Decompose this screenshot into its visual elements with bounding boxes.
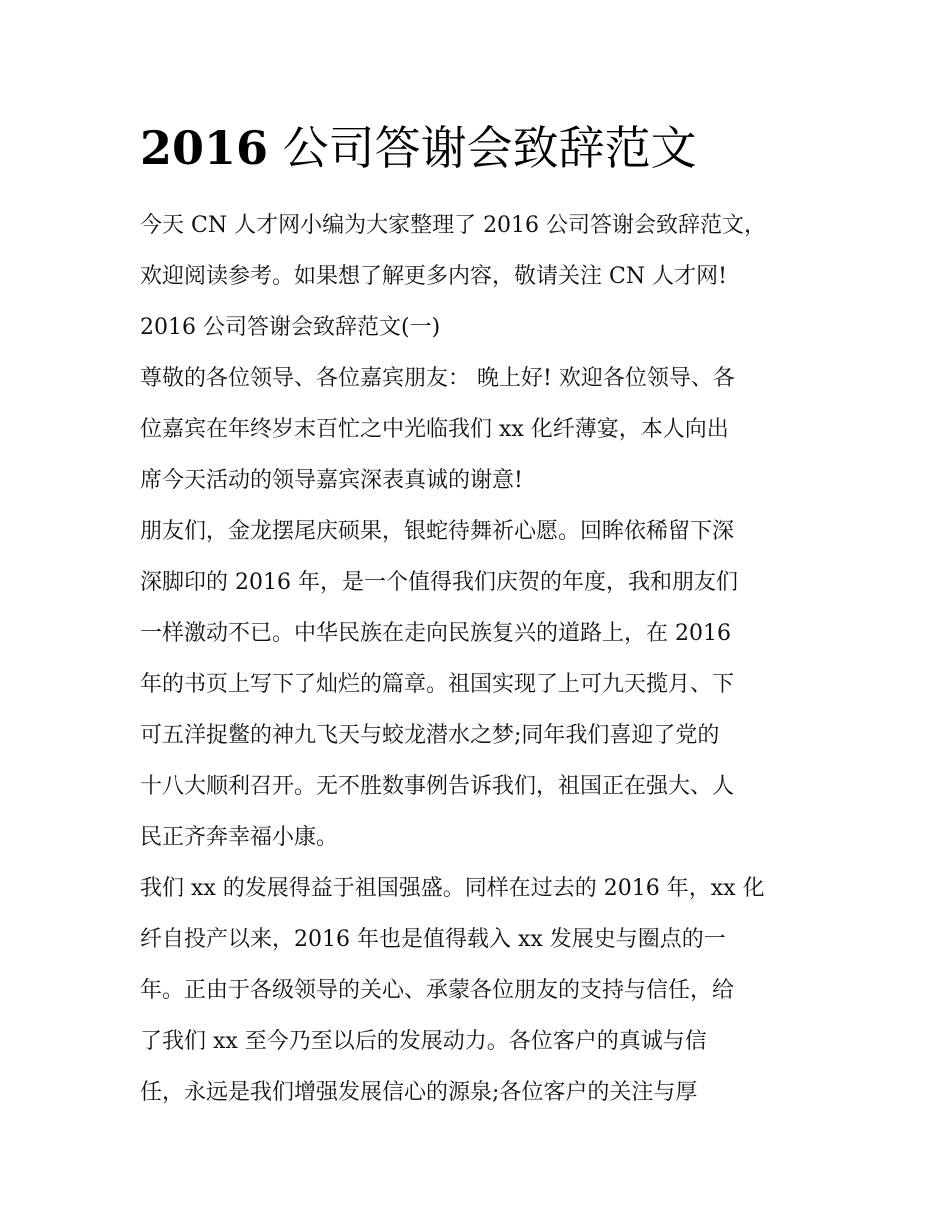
text-line: 纤自投产以来，2016 年也是值得载入 xx 发展史与圈点的一 <box>140 927 726 952</box>
section-heading: 2016 公司答谢会致辞范文(一) <box>140 315 441 340</box>
text-line: 深脚印的 2016 年，是一个值得我们庆贺的年度，我和朋友们 <box>140 570 738 595</box>
text-line: 可五洋捉鳖的神九飞天与蛟龙潜水之梦;同年我们喜迎了党的 <box>140 723 720 748</box>
text-line: 朋友们，金龙摆尾庆硕果，银蛇待舞祈心愿。回眸依稀留下深 <box>140 519 735 544</box>
text-line: 年的书页上写下了灿烂的篇章。祖国实现了上可九天揽月、下 <box>140 672 735 697</box>
text-line: 民正齐奔幸福小康。 <box>140 825 339 850</box>
text-line: 十八大顺利召开。无不胜数事例告诉我们，祖国正在强大、人 <box>140 774 735 799</box>
text-line: 席今天活动的领导嘉宾深表真诚的谢意! <box>140 468 523 493</box>
text-line: 年。正由于各级领导的关心、承蒙各位朋友的支持与信任，给 <box>140 978 735 1003</box>
text-line: 位嘉宾在年终岁末百忙之中光临我们 xx 化纤薄宴，本人向出 <box>140 417 729 442</box>
text-line: 我们 xx 的发展得益于祖国强盛。同样在过去的 2016 年，xx 化 <box>140 876 765 901</box>
text-line: 一样激动不已。中华民族在走向民族复兴的道路上，在 2016 <box>140 621 731 646</box>
text-line: 了我们 xx 至今乃至以后的发展动力。各位客户的真诚与信 <box>140 1029 707 1054</box>
text-line: 今天 CN 人才网小编为大家整理了 2016 公司答谢会致辞范文， <box>140 213 767 238</box>
title-year: 2016 <box>140 121 269 175</box>
text-line: 欢迎阅读参考。如果想了解更多内容，敬请关注 CN 人才网! <box>140 264 727 289</box>
page-title <box>140 118 900 178</box>
text-line: 尊敬的各位领导、各位嘉宾朋友： 晚上好! 欢迎各位领导、各 <box>140 366 735 391</box>
text-line: 任，永远是我们增强发展信心的源泉;各位客户的关注与厚 <box>140 1080 698 1105</box>
title-text: 公司答谢会致辞范文 <box>268 121 697 175</box>
document-body <box>140 200 820 1118</box>
